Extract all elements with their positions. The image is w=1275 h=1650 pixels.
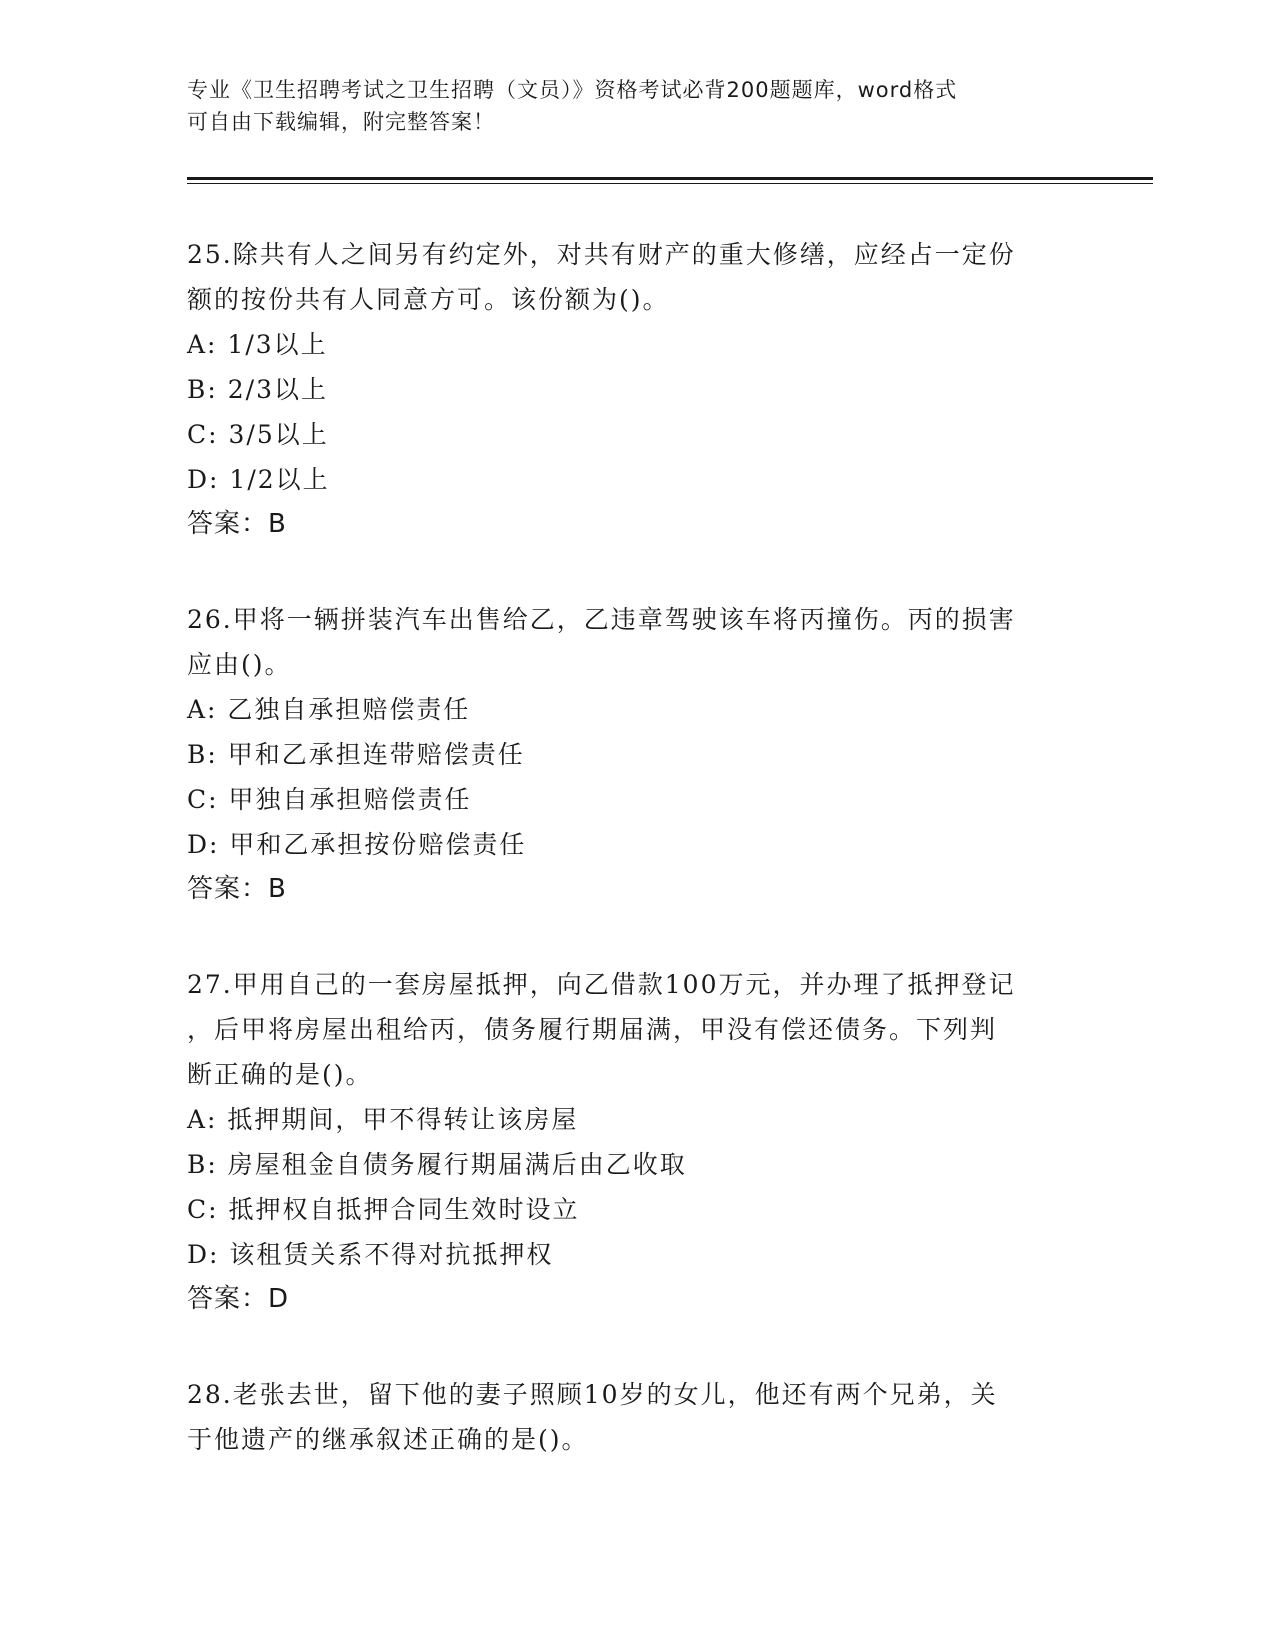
question-stem-line: 25.除共有人之间另有约定外，对共有财产的重大修缮，应经占一定份	[187, 240, 1016, 269]
answer-label: 答案：B	[187, 874, 287, 904]
answer-label: 答案：D	[187, 1284, 290, 1314]
question-25	[187, 232, 1087, 547]
option-b: B: 甲和乙承担连带赔偿责任	[187, 740, 525, 769]
question-stem-line: ，后甲将房屋出租给丙，债务履行期届满，甲没有偿还债务。下列判	[187, 1015, 998, 1044]
option-d: D: 该租赁关系不得对抗抵押权	[187, 1240, 554, 1269]
question-stem-line: 于他遗产的继承叙述正确的是()。	[187, 1425, 589, 1454]
option-c: C: 甲独自承担赔偿责任	[187, 785, 472, 814]
question-stem-line: 额的按份共有人同意方可。该份额为()。	[187, 285, 670, 314]
option-c: C: 抵押权自抵押合同生效时设立	[187, 1195, 580, 1224]
question-stem-line: 28.老张去世，留下他的妻子照顾10岁的女儿，他还有两个兄弟，关	[187, 1380, 998, 1409]
question-27	[187, 962, 1087, 1322]
option-a: A: 1/3以上	[187, 330, 328, 359]
question-28	[187, 1372, 1087, 1462]
question-stem-line: 断正确的是()。	[187, 1060, 373, 1089]
option-b: B: 房屋租金自债务履行期届满后由乙收取	[187, 1150, 687, 1179]
option-b: B: 2/3以上	[187, 375, 328, 404]
option-c: C: 3/5以上	[187, 420, 329, 449]
option-a: A: 抵押期间，甲不得转让该房屋	[187, 1105, 579, 1134]
answer-label: 答案：B	[187, 509, 287, 539]
header-line-1: 专业《卫生招聘考试之卫生招聘（文员）》资格考试必背200题题库，word格式	[187, 78, 958, 102]
document-header	[187, 74, 1067, 138]
question-stem-line: 应由()。	[187, 650, 292, 679]
question-stem-line: 27.甲用自己的一套房屋抵押，向乙借款100万元，并办理了抵押登记	[187, 970, 1016, 999]
option-d: D: 甲和乙承担按份赔偿责任	[187, 830, 527, 859]
header-divider-thick	[187, 177, 1153, 180]
header-divider-thin	[187, 183, 1153, 184]
option-a: A: 乙独自承担赔偿责任	[187, 695, 471, 724]
header-line-2: 可自由下载编辑，附完整答案！	[187, 110, 495, 134]
question-stem-line: 26.甲将一辆拼装汽车出售给乙，乙违章驾驶该车将丙撞伤。丙的损害	[187, 605, 1016, 634]
option-d: D: 1/2以上	[187, 465, 330, 494]
question-26	[187, 597, 1087, 912]
